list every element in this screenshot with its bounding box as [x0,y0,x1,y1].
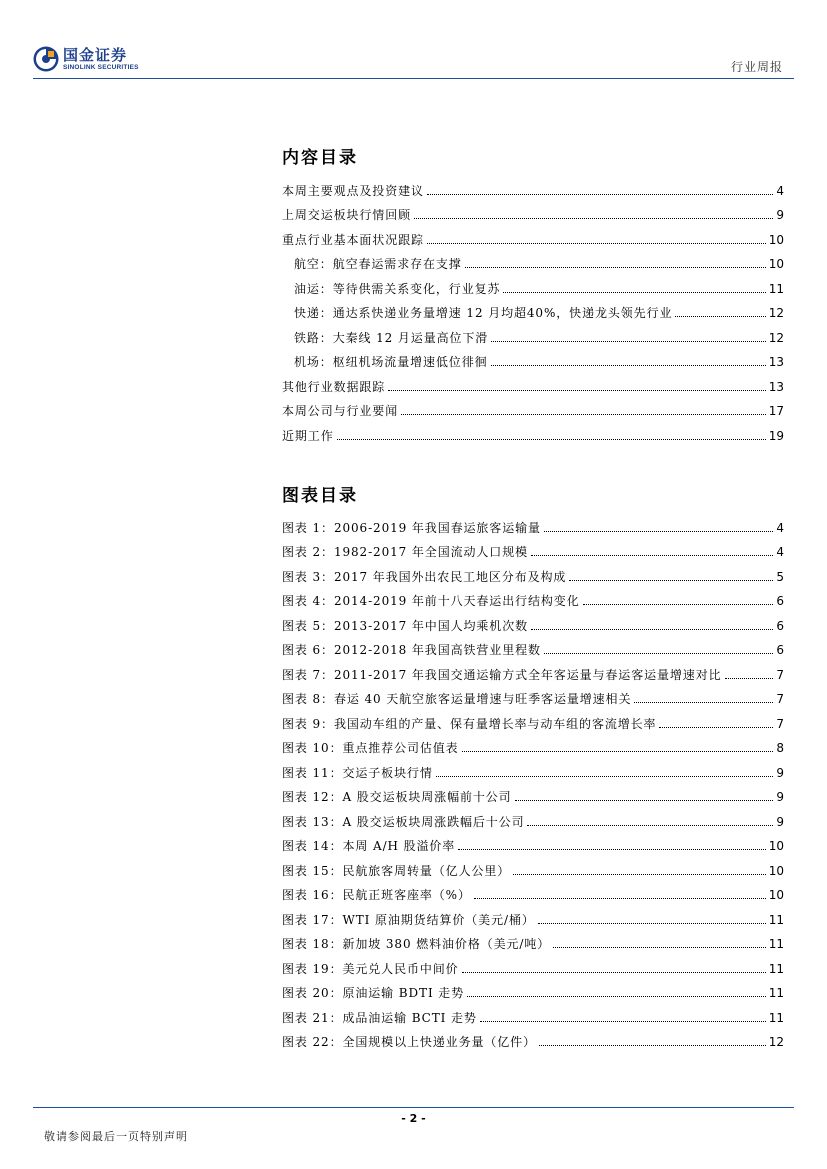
company-logo [33,46,139,72]
dot-leader [553,947,766,948]
toc-entry-label: 油运：等待供需关系变化，行业复苏 [294,281,501,296]
figure-entry[interactable] [282,731,784,756]
dot-leader [531,629,773,630]
contents-entry[interactable] [282,173,784,198]
dot-leader [544,531,773,532]
figure-entry[interactable] [282,657,784,682]
toc-entry-page: 9 [776,790,784,804]
dot-leader [583,604,774,605]
figure-entry[interactable] [282,902,784,927]
toc-entry-page: 9 [776,814,784,829]
toc-entry-page: 10 [768,232,784,247]
contents-title: 内容目录 [282,148,358,168]
toc-entry-label: 图表 16：民航正班客座率（%） [282,888,471,902]
toc-entry-label: 图表 10：重点推荐公司估值表 [282,741,459,755]
dot-leader [539,1045,766,1046]
dot-leader [491,365,766,366]
toc-entry-page: 5 [776,569,784,584]
toc-entry-label: 图表 12：A 股交运板块周涨幅前十公司 [282,790,512,804]
dot-leader [462,751,774,752]
toc-entry-label: 铁路：大秦线 12 月运量高位下滑 [294,330,489,345]
toc-entry-page: 11 [768,986,784,1000]
dot-leader [675,316,765,317]
report-type-label: 行业周报 [730,60,783,74]
dot-leader [458,849,766,850]
contents-entry[interactable] [282,369,784,394]
toc-entry-label: 快递：通达系快递业务量增速 12 月均超40%，快递龙头领先行业 [294,306,673,320]
figure-entry[interactable] [282,608,784,633]
toc-entry-label: 图表 14：本周 A/H 股溢价率 [282,839,456,853]
toc-entry-label: 图表 6：2012-2018 年我国高铁营业里程数 [282,643,541,657]
toc-entry-label: 其他行业数据跟踪 [282,379,386,394]
toc-entry-page: 9 [776,208,784,222]
dot-leader [531,555,773,556]
toc-entry-page: 12 [768,1035,784,1049]
toc-entry-page: 13 [768,379,784,394]
figure-entry[interactable] [282,755,784,780]
toc-entry-page: 7 [776,716,784,731]
toc-entry-label: 图表 8：春运 40 天航空旅客运量增速与旺季客运量增速相关 [282,692,632,706]
toc-entry-label: 图表 7：2011-2017 年我国交通运输方式全年客运量与春运客运量增速对比 [282,667,722,682]
dot-leader [388,390,766,391]
toc-entry-page: 4 [776,183,784,198]
toc-entry-page: 11 [768,912,784,927]
contents-entry[interactable] [282,418,784,443]
figure-entry[interactable] [282,927,784,952]
toc-entry-label: 本周公司与行业要闻 [282,404,399,418]
toc-entry-label: 图表 21：成品油运输 BCTI 走势 [282,1010,477,1025]
header-divider [33,78,794,79]
figure-entry[interactable] [282,829,784,854]
toc-entry-page: 12 [768,330,784,345]
toc-entry-page: 10 [768,863,784,878]
toc-entry-page: 6 [776,618,784,633]
footer-divider [33,1107,794,1108]
toc-entry-page: 7 [776,692,784,706]
toc-entry-page: 17 [768,404,784,418]
dot-leader [515,800,774,801]
figure-entry[interactable] [282,1000,784,1025]
dot-leader [480,1021,766,1022]
toc-entry-page: 10 [768,888,784,902]
figure-entry[interactable] [282,1025,784,1050]
figures-title: 图表目录 [282,486,358,506]
toc-entry-page: 7 [776,667,784,682]
toc-entry-page: 11 [768,1010,784,1025]
contents-list [282,173,784,443]
toc-entry-page: 11 [768,961,784,976]
toc-entry-label: 图表 5：2013-2017 年中国人均乘机次数 [282,618,528,633]
toc-entry-label: 图表 19：美元兑人民币中间价 [282,961,459,976]
toc-entry-page: 9 [776,765,784,780]
toc-entry-page: 6 [776,594,784,608]
toc-entry-label: 近期工作 [282,428,334,443]
figure-entry[interactable] [282,853,784,878]
toc-entry-page: 4 [776,545,784,559]
dot-leader [337,439,766,440]
dot-leader [414,218,773,219]
page-number: - 2 - [401,1112,426,1125]
figure-entry[interactable] [282,559,784,584]
toc-entry-page: 13 [768,355,784,369]
figure-entry[interactable] [282,878,784,903]
contents-entry[interactable] [282,320,784,345]
contents-entry[interactable] [282,345,784,370]
dot-leader [401,414,766,415]
toc-entry-label: 图表 17：WTI 原油期货结算价（美元/桶） [282,912,535,927]
toc-entry-label: 图表 2：1982-2017 年全国流动人口规模 [282,545,528,559]
dot-leader [427,243,766,244]
figure-entry[interactable] [282,633,784,658]
toc-entry-page: 4 [776,520,784,535]
toc-entry-label: 图表 20：原油运输 BDTI 走势 [282,986,465,1000]
disclaimer-text: 敬请参阅最后一页特别声明 [44,1130,188,1143]
figure-entry[interactable] [282,976,784,1001]
contents-entry[interactable] [282,222,784,247]
toc-entry-page: 19 [768,428,784,443]
toc-entry-label: 本周主要观点及投资建议 [282,183,424,198]
dot-leader [538,923,766,924]
toc-entry-page: 11 [768,281,784,296]
sinolink-logo-icon [33,46,59,72]
figure-entry[interactable] [282,780,784,805]
dot-leader [659,727,773,728]
dot-leader [725,678,774,679]
toc-entry-label: 图表 3：2017 年我国外出农民工地区分布及构成 [282,569,567,584]
toc-entry-page: 11 [768,937,784,951]
dot-leader [544,653,773,654]
contents-entry[interactable] [282,198,784,223]
dot-leader [503,292,765,293]
page-header [0,0,827,80]
dot-leader [474,898,766,899]
figure-entry[interactable] [282,535,784,560]
dot-leader [491,341,766,342]
toc-entry-label: 图表 1：2006-2019 年我国春运旅客运输量 [282,520,541,535]
toc-entry-label: 机场：枢纽机场流量增速低位徘徊 [294,355,488,369]
contents-entry[interactable] [282,394,784,419]
toc-entry-label: 航空：航空春运需求存在支撑 [294,257,462,271]
toc-entry-label: 图表 13：A 股交运板块周涨跌幅后十公司 [282,814,525,829]
toc-entry-label: 图表 11：交运子板块行情 [282,765,433,780]
toc-entry-label: 图表 18：新加坡 380 燃料油价格（美元/吨） [282,937,551,951]
dot-leader [513,874,766,875]
toc-entry-label: 图表 4：2014-2019 年前十八天春运出行结构变化 [282,594,580,608]
toc-entry-page: 12 [768,306,784,320]
dot-leader [427,194,773,195]
toc-entry-label: 图表 22：全国规模以上快递业务量（亿件） [282,1035,536,1049]
contents-entry[interactable] [282,247,784,272]
toc-entry-page: 8 [776,741,784,755]
toc-entry-page: 10 [768,257,784,271]
figure-entry[interactable] [282,804,784,829]
figures-list [282,510,784,1049]
dot-leader [569,580,773,581]
dot-leader [436,776,774,777]
toc-entry-label: 上周交运板块行情回顾 [282,208,412,222]
logo-english-name: SINOLINK SECURITIES [63,63,139,71]
dot-leader [465,267,766,268]
toc-entry-label: 图表 9：我国动车组的产量、保有量增长率与动车组的客流增长率 [282,716,657,731]
figure-entry[interactable] [282,584,784,609]
figure-entry[interactable] [282,510,784,535]
contents-entry[interactable] [282,271,784,296]
figure-entry[interactable] [282,951,784,976]
toc-entry-label: 重点行业基本面状况跟踪 [282,232,424,247]
toc-entry-label: 图表 15：民航旅客周转量（亿人公里） [282,863,511,878]
dot-leader [527,825,773,826]
dot-leader [634,702,773,703]
toc-entry-page: 6 [776,643,784,657]
logo-chinese-name: 国金证券 [63,45,128,64]
dot-leader [462,972,766,973]
figure-entry[interactable] [282,682,784,707]
figure-entry[interactable] [282,706,784,731]
contents-entry[interactable] [282,296,784,321]
toc-entry-page: 10 [768,839,784,853]
dot-leader [467,996,766,997]
